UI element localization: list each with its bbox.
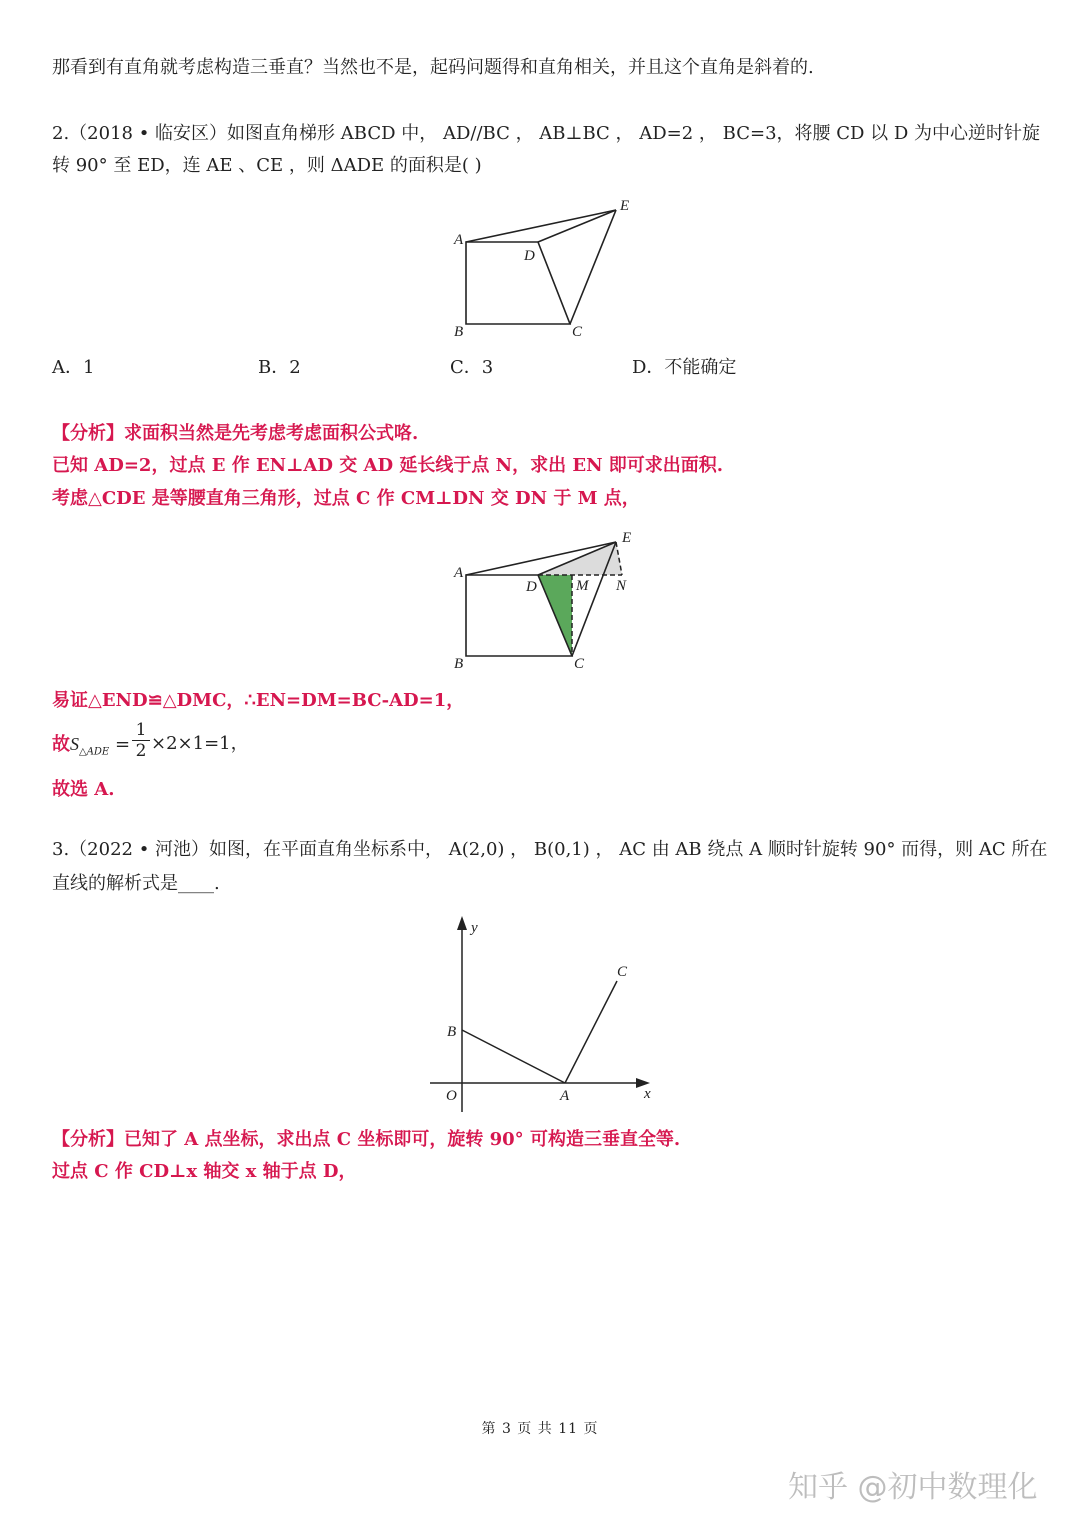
fraction-numerator: 1 [135,720,147,740]
fig2-label-m: M [576,578,589,594]
q3-analysis-line1: 【分析】已知了 A 点坐标，求出点 C 坐标即可，旋转 90° 可构造三垂直全等. [52,1129,681,1150]
area-s: S [70,734,79,754]
fig2-label-n: N [616,578,627,594]
area-subscript: △ADE [79,746,110,758]
fraction-denominator: 2 [135,741,147,761]
option-d[interactable]: D．不能确定 [632,357,737,378]
option-c[interactable]: C．3 [450,357,494,378]
fig3-label-b: B [447,1024,457,1040]
q2-figure-construction [450,528,670,678]
area-fraction [132,720,150,761]
intro-text: 那看到有直角就考虑构造三垂直？当然也不是，起码问题得和直角相关，并且这个直角是斜着的. [52,57,814,78]
q2-figure-trapezoid [450,196,650,346]
option-b[interactable]: B．2 [258,357,301,378]
area-rest-text: ×2×1=1， [151,733,249,754]
fig2-label-b: B [454,656,464,672]
segment-ac [565,981,617,1083]
segment-ab [462,1030,565,1083]
fig2-label-d: D [526,579,537,595]
fig3-label-a: A [560,1088,570,1104]
q3-figure-coordinates [428,914,668,1114]
q3-analysis-line2: 过点 C 作 CD⊥x 轴交 x 轴于点 D， [52,1161,357,1182]
q2-proof-line: 易证△END≌△DMC，∴EN=DM=BC-AD=1， [52,690,465,711]
q2-analysis-line1: 【分析】求面积当然是先考虑考虑面积公式咯. [52,423,419,444]
fig3-label-o: O [446,1088,457,1104]
fig1-label-e: E [620,198,630,214]
fig3-label-y: y [471,920,478,936]
q2-analysis-line3: 考虑△CDE 是等腰直角三角形，过点 C 作 CM⊥DN 交 DN 于 M 点， [52,488,640,509]
area-rest [151,732,249,756]
area-prefix-text: 故 [52,734,70,755]
area-eq: = [114,734,131,755]
q2-stem-line1: 2.（2018 • 临安区）如图直角梯形 ABCD 中， AD//BC ， AB⊥BC ， AD=2 ， BC=3，将腰 CD 以 D 为中心逆时针旋 [52,123,1041,144]
fig3-label-x: x [644,1086,651,1102]
fig1-label-b: B [454,324,464,340]
option-a[interactable]: A．1 [52,357,95,378]
q2-choice: 故选 A. [52,779,115,800]
y-axis-arrow [457,916,467,930]
fig3-label-c: C [617,964,628,980]
q2-stem-line2: 转 90° 至 ED，连 AE 、CE ，则 ΔADE 的面积是( ) [52,155,482,176]
page-footer: 第 3 页 共 11 页 [481,1421,599,1437]
q3-stem-line1: 3.（2022 • 河池）如图，在平面直角坐标系中， A(2,0) ， B(0,1) ， AC 由 AB 绕点 A 顺时针旋转 90° 而得，则 AC 所在 [52,839,1048,860]
fig1-label-d: D [524,248,535,264]
segment-ce [570,210,616,324]
segment-ae [466,210,616,242]
fig2-label-e: E [622,530,632,546]
trapezoid-abcd [466,242,570,324]
fig2-label-c: C [574,656,585,672]
watermark: 知乎 @初中数理化 [788,1470,1038,1505]
fig2-label-a: A [454,565,464,581]
fig1-label-c: C [572,324,583,340]
fig1-label-a: A [454,232,464,248]
q3-stem-line2: 直线的解析式是____. [52,873,220,894]
q2-area-prefix [52,732,130,765]
q2-analysis-line2: 已知 AD=2，过点 E 作 EN⊥AD 交 AD 延长线于点 N，求出 EN 即可求出面积. [52,455,724,476]
